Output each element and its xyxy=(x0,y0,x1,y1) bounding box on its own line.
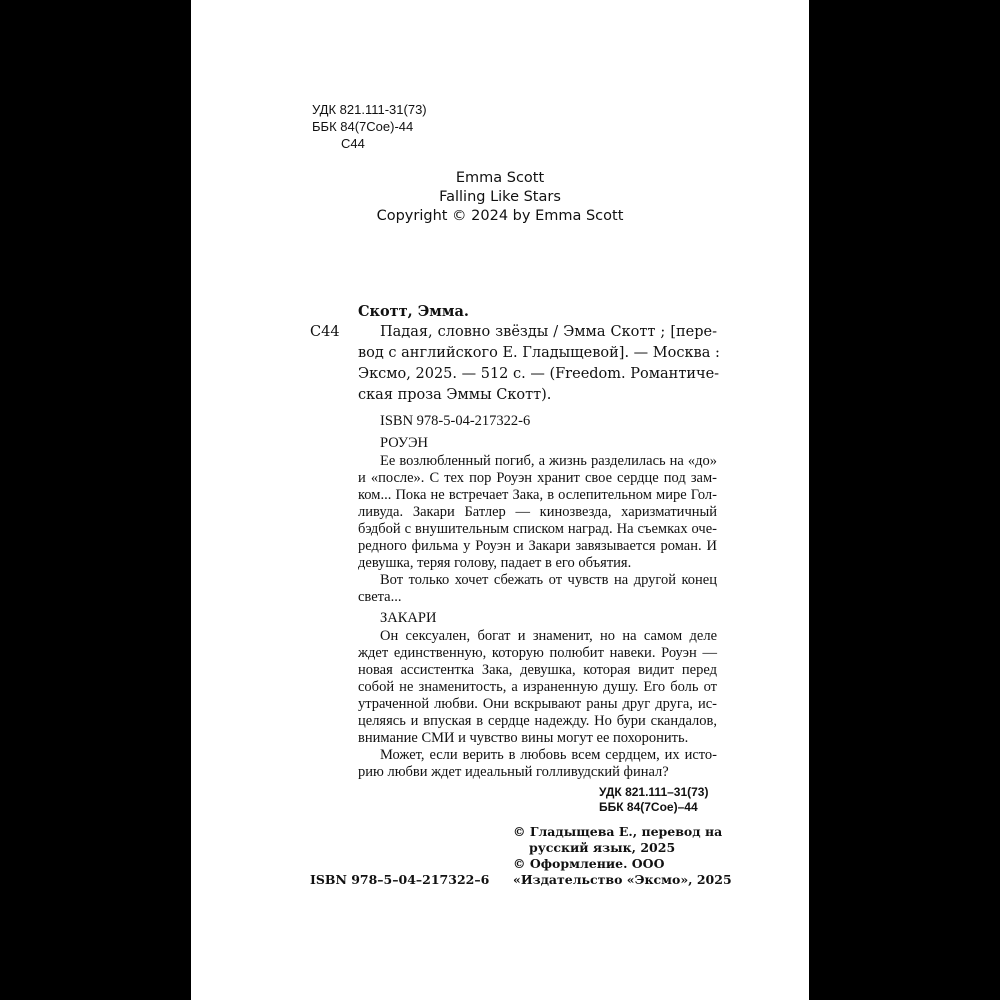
annotation-line: Может, если верить в любовь всем сердцем, их исто- xyxy=(380,747,717,763)
annotation-title-zachary: ЗАКАРИ xyxy=(380,610,437,626)
design-copyright: © Оформление. ООО xyxy=(513,856,665,871)
annotation-line: ждет единственную, которую полюбит навеки. Роуэн — xyxy=(358,645,717,661)
annotation-line: света... xyxy=(358,589,402,605)
translation-copyright: © Гладыщева Е., перевод на xyxy=(513,824,723,839)
annotation-line: новая ассистентка Зака, девушка, которая видит перед xyxy=(358,662,717,678)
annotation-line: собой не знаменитость, а израненную душу. Его боль от xyxy=(358,679,717,695)
annotation-line: ком... Пока не встречает Зака, в ослепительном мире Гол- xyxy=(358,487,717,503)
original-title: Falling Like Stars xyxy=(439,189,561,205)
bib-author-mark: С44 xyxy=(310,324,340,340)
annotation-line: целяясь и впуская в сердце надежду. Но бури скандалов, xyxy=(358,713,717,729)
udk-code-bottom: УДК 821.111–31(73) xyxy=(599,785,709,799)
annotation-line: редного фильма у Роуэн и Закари завязывается роман. И xyxy=(358,538,717,554)
bib-line: Эксмо, 2025. — 512 с. — (Freedom. Романтиче- xyxy=(358,366,720,382)
design-copyright: «Издательство «Эксмо», 2025 xyxy=(513,872,732,887)
annotation-line: Он сексуален, богат и знаменит, но на самом деле xyxy=(380,628,717,644)
annotation-line: утраченной любви. Они вскрывают раны друг друга, ис- xyxy=(358,696,717,712)
udk-code: УДК 821.111-31(73) xyxy=(312,102,427,117)
annotation-line: внимание СМИ и чувство вины могут ее похоронить. xyxy=(358,730,689,746)
bib-line: ская проза Эммы Скотт). xyxy=(358,387,552,403)
book-page xyxy=(191,0,809,1000)
annotation-line: бэдбой с внушительным списком наград. На съемках оче- xyxy=(358,521,717,537)
annotation-line: и «после». С тех пор Роуэн хранит свое сердце под зам- xyxy=(358,470,717,486)
original-author: Emma Scott xyxy=(455,170,545,186)
author-mark: С44 xyxy=(341,136,365,151)
annotation-line: Вот только хочет сбежать от чувств на другой конец xyxy=(380,572,717,588)
bib-line: Падая, словно звёзды / Эмма Скотт ; [пере- xyxy=(380,324,717,340)
annotation-line: ливуда. Закари Батлер — кинозвезда, харизматичный xyxy=(358,504,717,520)
annotation-line: рию любви ждет идеальный голливудский финал? xyxy=(358,764,669,780)
bib-isbn: ISBN 978-5-04-217322-6 xyxy=(380,413,531,429)
bib-heading: Скотт, Эмма. xyxy=(358,303,469,320)
original-copyright: Copyright © 2024 by Emma Scott xyxy=(376,208,624,224)
bib-line: вод с английского Е. Гладыщевой]. — Москва : xyxy=(358,345,720,361)
footer-isbn: ISBN 978–5–04–217322–6 xyxy=(310,872,490,887)
bbk-code-bottom: ББК 84(7Сое)–44 xyxy=(599,800,698,814)
bbk-code: ББК 84(7Сое)-44 xyxy=(312,119,414,134)
translation-copyright: русский язык, 2025 xyxy=(529,840,676,855)
annotation-title-rowan: РОУЭН xyxy=(380,435,429,451)
annotation-line: девушка, теряя голову, падает в его объятия. xyxy=(358,555,632,571)
annotation-line: Ее возлюбленный погиб, а жизнь разделилась на «до» xyxy=(380,453,717,469)
